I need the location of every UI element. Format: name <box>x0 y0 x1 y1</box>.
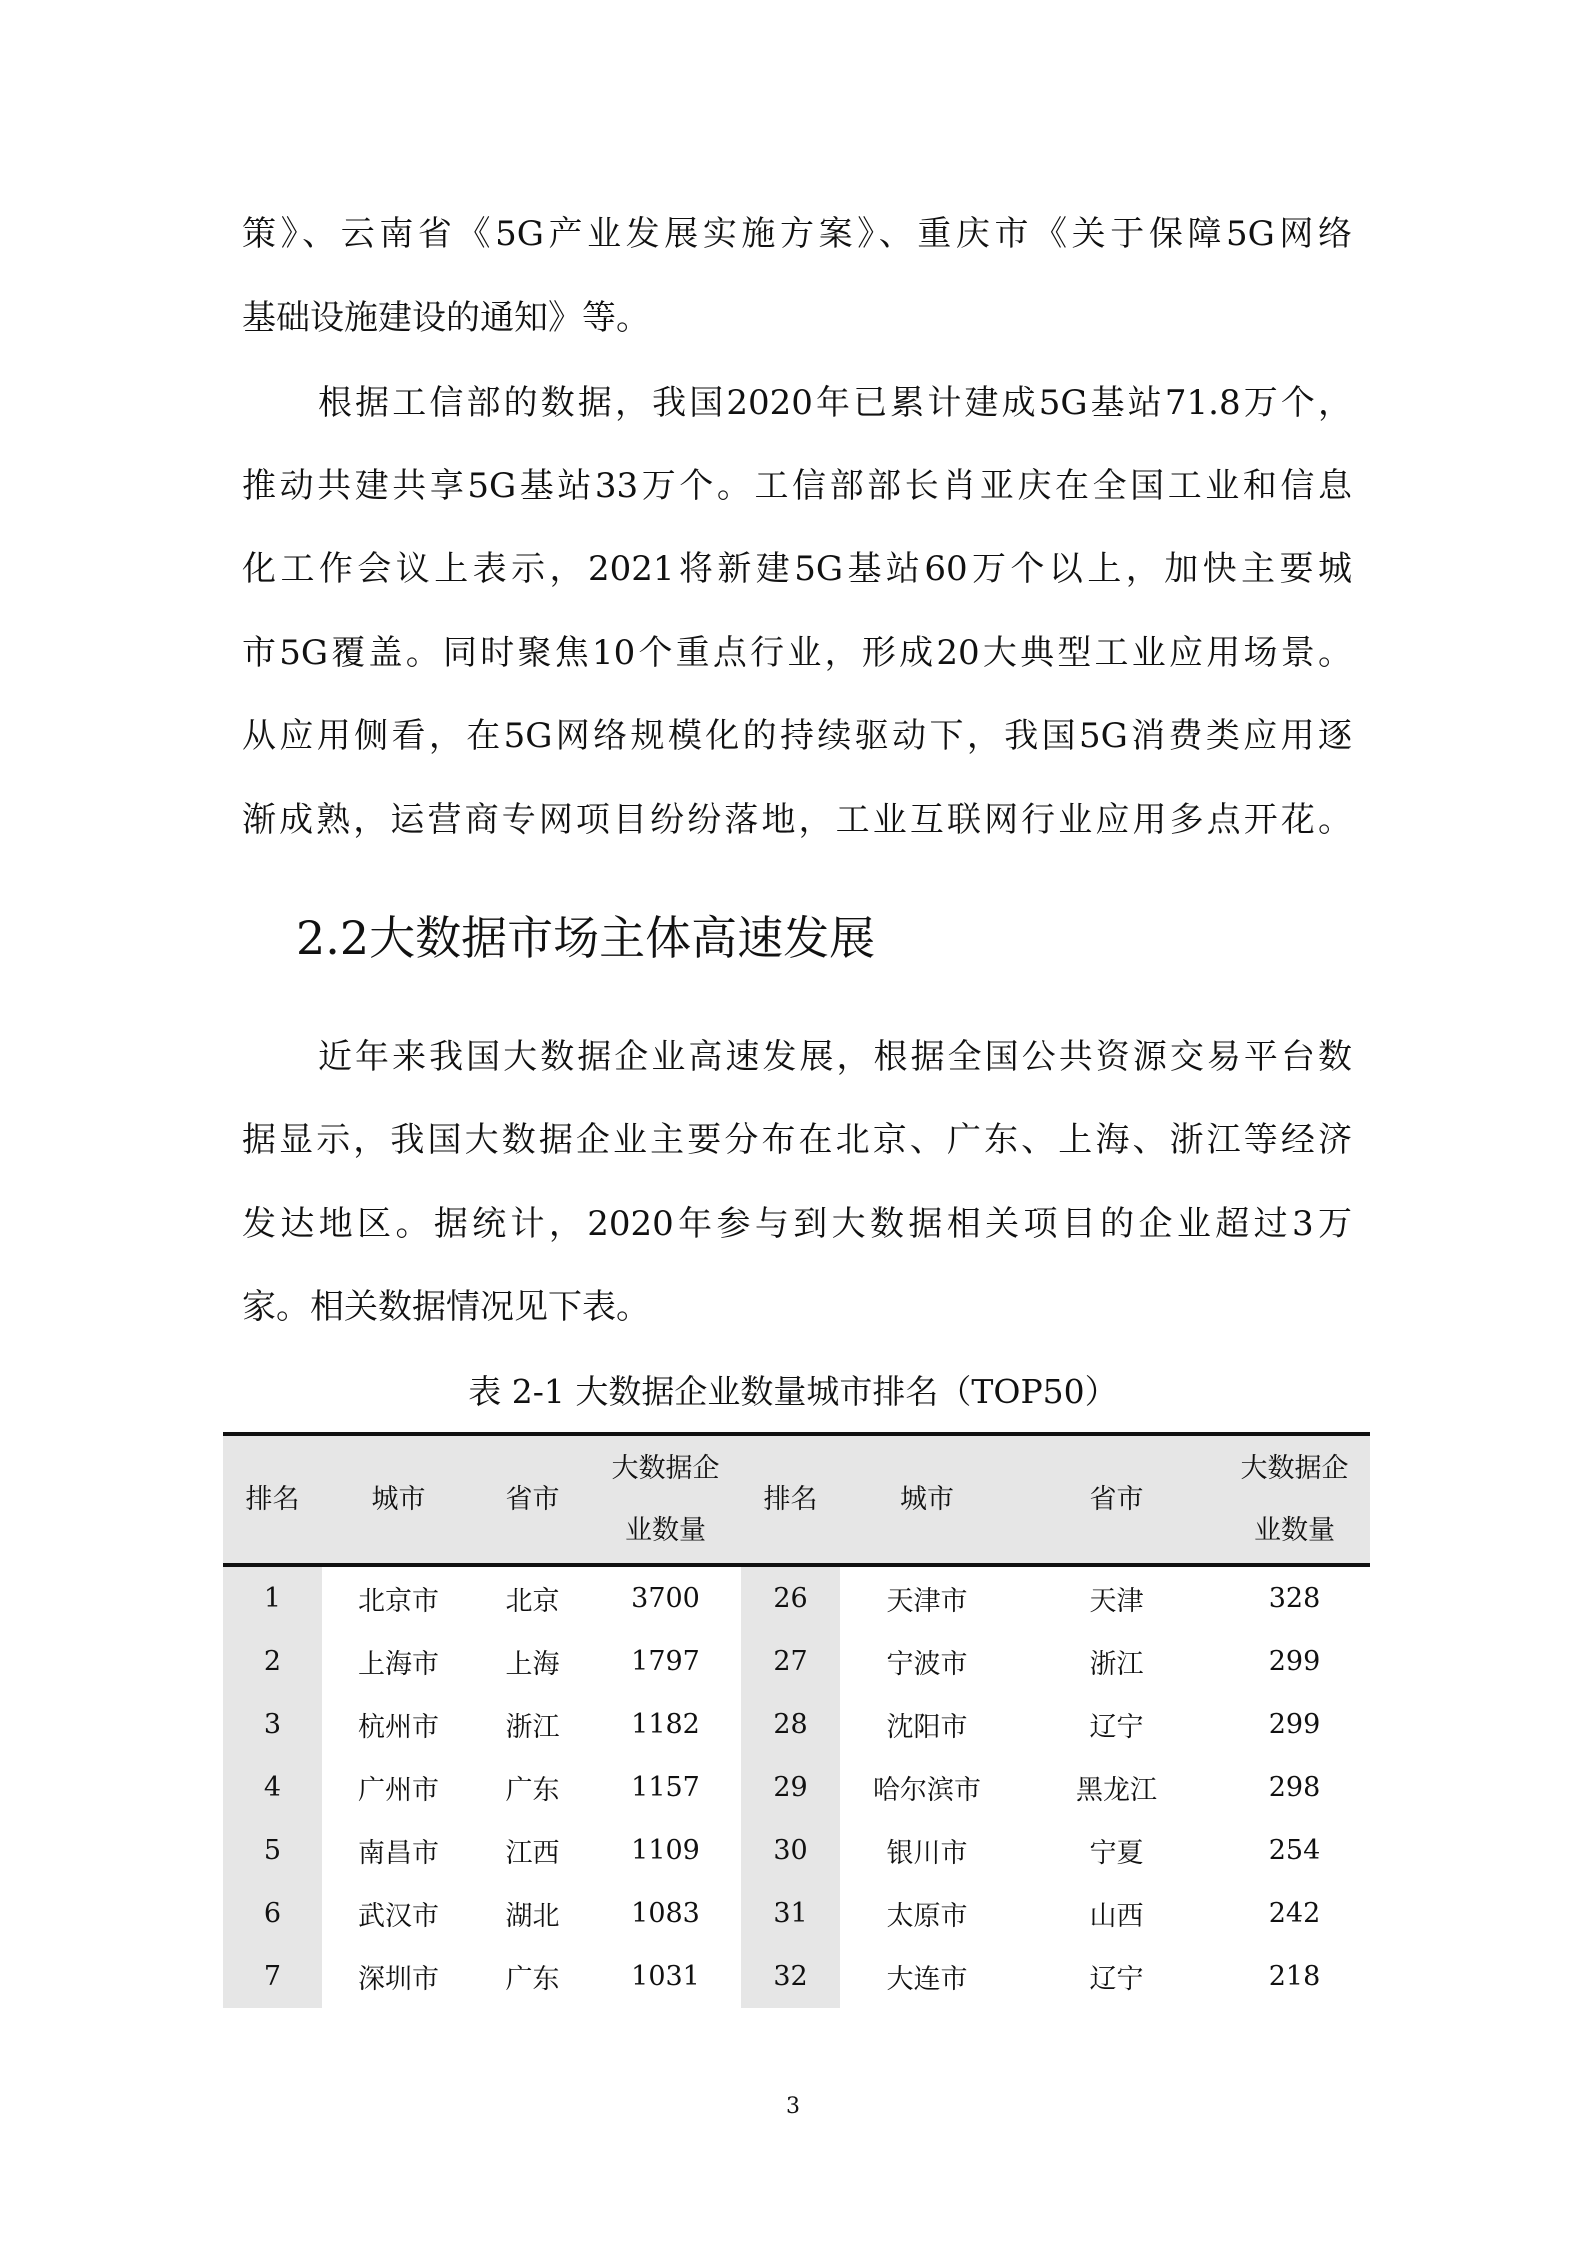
cell-province: 黑龙江 <box>1076 1775 1157 1806</box>
cell-city: 上海市 <box>358 1649 439 1680</box>
cell-rank: 27 <box>741 1630 840 1693</box>
header-count-line2: 业数量 <box>625 1514 706 1546</box>
table-row <box>223 1945 1370 2008</box>
text-line: 家。相关数据情况见下表。 <box>242 1287 650 1327</box>
cell-city: 宁波市 <box>886 1649 968 1680</box>
cell-count: 299 <box>1268 1709 1321 1740</box>
cell-city: 南昌市 <box>358 1838 439 1869</box>
city-ranking-table <box>223 1432 1370 2008</box>
cell-province: 上海 <box>505 1649 560 1680</box>
cell-count: 1031 <box>631 1961 700 1992</box>
cell-count: 254 <box>1268 1835 1321 1866</box>
cell-count: 328 <box>1268 1583 1321 1614</box>
table-row <box>223 1693 1370 1756</box>
text-line: 渐成熟，运营商专网项目纷纷落地，工业互联网行业应用多点开花。 <box>242 800 1352 840</box>
cell-province: 广东 <box>505 1775 560 1806</box>
cell-city: 沈阳市 <box>886 1712 968 1743</box>
section-heading: 2.2大数据市场主体高速发展 <box>296 911 876 965</box>
cell-city: 杭州市 <box>358 1712 439 1743</box>
cell-province: 天津 <box>1089 1586 1144 1617</box>
table-row <box>223 1819 1370 1882</box>
header-province: 省市 <box>1014 1434 1219 1565</box>
text-line: 基础设施建设的通知》等。 <box>242 298 650 338</box>
cell-count: 298 <box>1268 1772 1321 1803</box>
cell-province: 辽宁 <box>1089 1712 1144 1743</box>
cell-count: 1083 <box>631 1898 700 1929</box>
cell-rank: 26 <box>741 1565 840 1630</box>
cell-count: 3700 <box>631 1583 700 1614</box>
cell-count: 299 <box>1268 1646 1321 1677</box>
header-count-line2: 业数量 <box>1254 1514 1335 1546</box>
cell-city: 哈尔滨市 <box>873 1775 981 1806</box>
text-line: 据显示，我国大数据企业主要分布在北京、广东、上海、浙江等经济 <box>242 1120 1352 1160</box>
cell-count: 242 <box>1268 1898 1321 1929</box>
cell-province: 湖北 <box>505 1901 560 1932</box>
cell-province: 宁夏 <box>1089 1838 1144 1869</box>
cell-city: 北京市 <box>358 1586 439 1617</box>
cell-rank: 32 <box>741 1945 840 2008</box>
cell-city: 武汉市 <box>358 1901 439 1932</box>
cell-province: 山西 <box>1089 1901 1144 1932</box>
cell-province: 浙江 <box>1089 1649 1144 1680</box>
cell-city: 深圳市 <box>358 1964 439 1995</box>
page-number: 3 <box>786 2094 800 2119</box>
table-header-row <box>223 1434 1370 1565</box>
text-line: 近年来我国大数据企业高速发展，根据全国公共资源交易平台数 <box>318 1037 1352 1077</box>
cell-rank: 5 <box>223 1819 322 1882</box>
header-province: 省市 <box>475 1434 590 1565</box>
text-line: 根据工信部的数据，我国2020年已累计建成5G基站71.8万个， <box>318 383 1352 423</box>
cell-province: 浙江 <box>505 1712 560 1743</box>
table-row <box>223 1565 1370 1630</box>
cell-city: 天津市 <box>886 1586 968 1617</box>
header-city: 城市 <box>840 1434 1014 1565</box>
cell-province: 辽宁 <box>1089 1964 1144 1995</box>
cell-rank: 4 <box>223 1756 322 1819</box>
cell-city: 大连市 <box>886 1964 968 1995</box>
cell-province: 北京 <box>505 1586 560 1617</box>
cell-rank: 7 <box>223 1945 322 2008</box>
header-count <box>1219 1434 1370 1565</box>
text-line: 发达地区。据统计，2020年参与到大数据相关项目的企业超过3万 <box>242 1204 1352 1244</box>
cell-rank: 28 <box>741 1693 840 1756</box>
cell-rank: 6 <box>223 1882 322 1945</box>
header-rank: 排名 <box>741 1434 840 1565</box>
text-line: 从应用侧看，在5G网络规模化的持续驱动下，我国5G消费类应用逐 <box>242 716 1352 756</box>
cell-count: 1157 <box>631 1772 700 1803</box>
text-line: 推动共建共享5G基站33万个。工信部部长肖亚庆在全国工业和信息 <box>242 466 1352 506</box>
text-line: 市5G覆盖。同时聚焦10个重点行业，形成20大典型工业应用场景。 <box>242 633 1352 673</box>
cell-rank: 2 <box>223 1630 322 1693</box>
cell-city: 广州市 <box>358 1775 439 1806</box>
cell-rank: 1 <box>223 1565 322 1630</box>
cell-rank: 3 <box>223 1693 322 1756</box>
cell-city: 太原市 <box>886 1901 968 1932</box>
header-rank: 排名 <box>223 1434 322 1565</box>
header-city: 城市 <box>322 1434 475 1565</box>
text-line: 化工作会议上表示，2021将新建5G基站60万个以上，加快主要城 <box>242 549 1352 589</box>
header-count-line1: 大数据企 <box>1240 1452 1349 1484</box>
header-count <box>590 1434 741 1565</box>
cell-rank: 30 <box>741 1819 840 1882</box>
cell-count: 1182 <box>631 1709 700 1740</box>
cell-city: 银川市 <box>886 1838 968 1869</box>
cell-rank: 31 <box>741 1882 840 1945</box>
cell-count: 1109 <box>631 1835 700 1866</box>
text-line: 策》、云南省《5G产业发展实施方案》、重庆市《关于保障5G网络 <box>242 214 1352 254</box>
cell-count: 1797 <box>631 1646 700 1677</box>
header-count-line1: 大数据企 <box>611 1452 720 1484</box>
cell-count: 218 <box>1268 1961 1321 1992</box>
cell-province: 江西 <box>505 1838 560 1869</box>
table-row <box>223 1756 1370 1819</box>
table-row <box>223 1882 1370 1945</box>
cell-province: 广东 <box>505 1964 560 1995</box>
table-row <box>223 1630 1370 1693</box>
cell-rank: 29 <box>741 1756 840 1819</box>
table-caption: 表 2-1 大数据企业数量城市排名（TOP50） <box>468 1372 1118 1411</box>
